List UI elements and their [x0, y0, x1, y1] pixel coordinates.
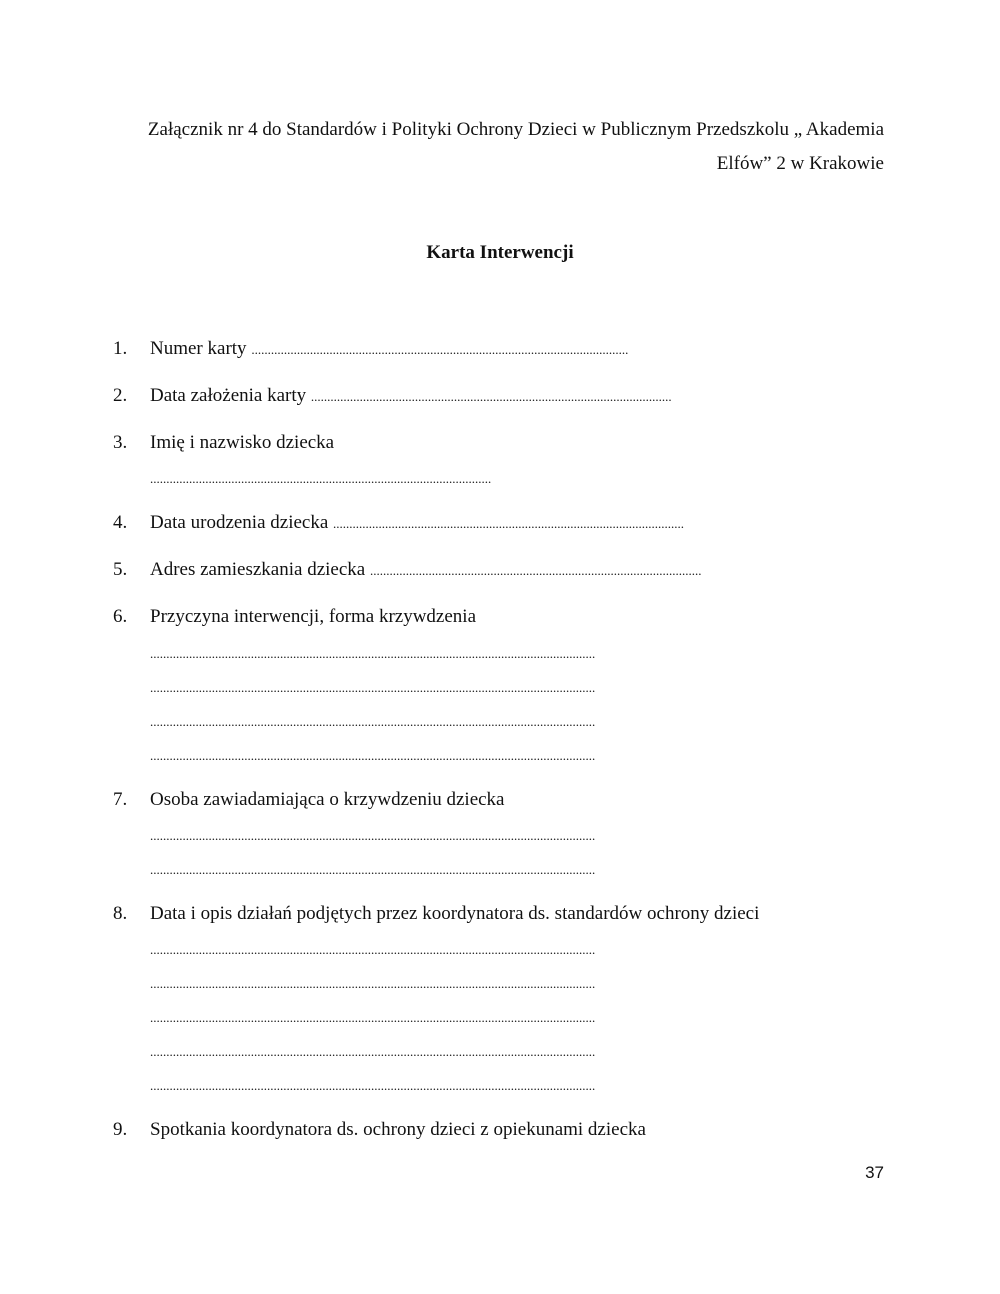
- fill-in-dots-8a: .........................................................................................................................................: [150, 942, 596, 957]
- item-line-4: [150, 511, 879, 536]
- fill-in-line-5[interactable]: ......................................................................................................: [369, 563, 702, 578]
- item-number-2: 2.: [113, 385, 128, 406]
- item-line-5: [150, 558, 878, 583]
- fill-in-line-2[interactable]: ...............................................................................................................: [310, 389, 672, 404]
- item-number-5: 5.: [113, 559, 128, 580]
- item-label-2: Data założenia karty: [150, 385, 307, 406]
- item-label-9: Spotkania koordynatora ds. ochrony dzieci z opiekunami dziecka: [150, 1119, 646, 1140]
- header-line-1: Załącznik nr 4 do Standardów i Polityki Ochrony Dzieci w Publicznym Przedszkolu „ Akademia: [147, 119, 884, 140]
- item-number-3: 3.: [113, 432, 128, 453]
- fill-in-line-8e[interactable]: [150, 1073, 876, 1098]
- fill-in-line-6b[interactable]: [150, 675, 881, 700]
- fill-in-line-6c[interactable]: [150, 709, 881, 734]
- fill-in-dots-6d: .........................................................................................................................................: [150, 748, 596, 763]
- item-label-6: Przyczyna interwencji, forma krzywdzenia: [150, 606, 477, 627]
- item-number-1: 1.: [113, 338, 128, 359]
- fill-in-dots-6c: .........................................................................................................................................: [150, 714, 596, 729]
- item-number-8: 8.: [113, 903, 128, 924]
- fill-in-line-6d[interactable]: [150, 743, 861, 768]
- item-number-4: 4.: [113, 512, 128, 533]
- header-line-2: Elfów” 2 w Krakowie: [716, 153, 884, 174]
- fill-in-dots-8e: .........................................................................................................................................: [150, 1078, 596, 1093]
- fill-in-dots-8c: .........................................................................................................................................: [150, 1010, 596, 1025]
- item-line-1: [150, 337, 868, 362]
- item-line-2: [150, 384, 871, 409]
- fill-in-line-8c[interactable]: [150, 1005, 881, 1030]
- fill-in-dots-3: .........................................................................................................: [150, 471, 492, 486]
- fill-in-line-8b[interactable]: [150, 971, 881, 996]
- fill-in-line-6a[interactable]: [150, 641, 881, 666]
- item-number-7: 7.: [113, 789, 128, 810]
- fill-in-dots-6b: .........................................................................................................................................: [150, 680, 596, 695]
- fill-in-line-4[interactable]: ............................................................................................................: [333, 516, 685, 531]
- document-header: [118, 113, 884, 181]
- item-label-4: Data urodzenia dziecka: [150, 512, 329, 533]
- page-number: 37: [865, 1163, 884, 1182]
- fill-in-line-3[interactable]: [150, 466, 690, 491]
- fill-in-line-7a[interactable]: [150, 823, 881, 848]
- item-label-1: Numer karty: [150, 338, 247, 359]
- fill-in-line-8a[interactable]: [150, 937, 881, 962]
- item-number-6: 6.: [113, 606, 128, 627]
- item-label-7: Osoba zawiadamiająca o krzywdzeniu dziecka: [150, 789, 505, 810]
- fill-in-dots-8d: .........................................................................................................................................: [150, 1044, 596, 1059]
- fill-in-dots-7b: .........................................................................................................................................: [150, 862, 596, 877]
- page-title: Karta Interwencji: [426, 242, 574, 263]
- fill-in-line-8d[interactable]: [150, 1039, 861, 1064]
- fill-in-dots-6a: .........................................................................................................................................: [150, 646, 596, 661]
- item-number-9: 9.: [113, 1119, 128, 1140]
- fill-in-line-1[interactable]: ....................................................................................................................: [251, 342, 629, 357]
- fill-in-dots-7a: .........................................................................................................................................: [150, 828, 596, 843]
- item-label-5: Adres zamieszkania dziecka: [150, 559, 366, 580]
- fill-in-line-7b[interactable]: [150, 857, 866, 882]
- item-label-8: Data i opis działań podjętych przez koordynatora ds. standardów ochrony dzieci: [150, 903, 760, 924]
- fill-in-dots-8b: .........................................................................................................................................: [150, 976, 596, 991]
- item-label-3: Imię i nazwisko dziecka: [150, 432, 335, 453]
